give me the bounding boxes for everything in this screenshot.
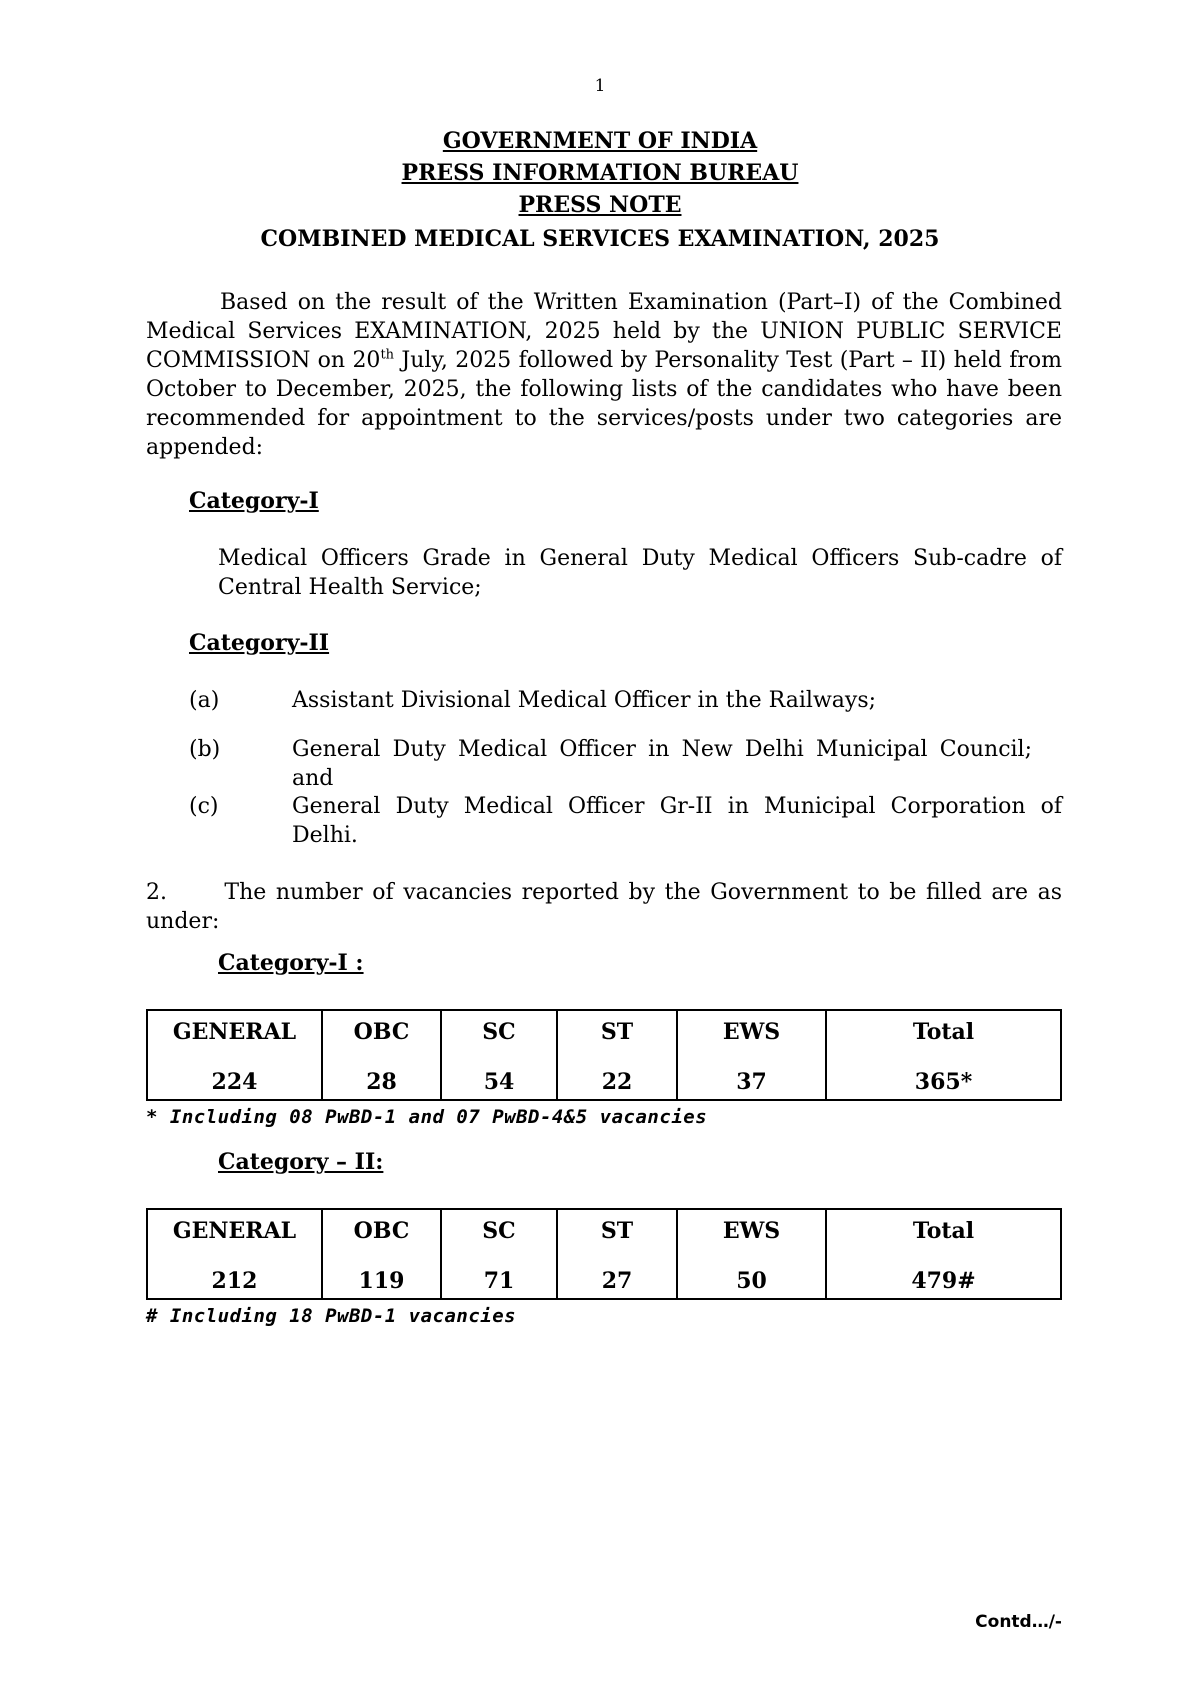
intro-superscript: th [380, 347, 395, 363]
vacancies-category-2-title: Category – II: [218, 1149, 384, 1175]
column-header: SC [482, 1019, 516, 1045]
item-text: Assistant Divisional Medical Officer in the Railways; [292, 688, 877, 713]
vacancy-paragraph: 2. The number of vacancies reported by the Government to be filled are as under: [146, 880, 1062, 934]
cell-value: 28 [366, 1069, 397, 1095]
cell-st [557, 1010, 677, 1100]
cell-ews [677, 1209, 826, 1299]
heading-press-note: PRESS NOTE [518, 192, 682, 218]
column-header: ST [600, 1218, 634, 1244]
cell-sc [441, 1209, 557, 1299]
cell-sc [441, 1010, 557, 1100]
intro-text-part1: Based on the result of the Written Examination (Part–I) of the Combined Medical Services EXAMINATION, 2025 held by the UNION PUBLIC SERVICE COMMISSION on 20 [146, 290, 1062, 373]
item-text: General Duty Medical Officer in New Delhi Municipal Council; and [292, 737, 1032, 791]
continued-marker: Contd…/- [975, 1612, 1062, 1632]
cell-general [147, 1010, 322, 1100]
category-1-description: Medical Officers Grade in General Duty Medical Officers Sub-cadre of Central Health Service; [218, 546, 1062, 600]
item-letter: (c) [189, 794, 219, 819]
category-1-title: Category-I [189, 488, 319, 514]
column-header: OBC [353, 1218, 410, 1244]
heading-press-information-bureau: PRESS INFORMATION BUREAU [401, 160, 799, 186]
column-header: EWS [722, 1019, 781, 1045]
cell-ews [677, 1010, 826, 1100]
column-header: GENERAL [172, 1019, 297, 1045]
category-2-title: Category-II [189, 630, 330, 656]
column-header: Total [912, 1019, 975, 1045]
heading-government-of-india: GOVERNMENT OF INDIA [442, 128, 758, 154]
item-letter: (a) [189, 688, 220, 713]
cell-obc [322, 1209, 441, 1299]
item-text: General Duty Medical Officer Gr-II in Municipal Corporation of Delhi. [292, 794, 1062, 848]
cell-value: 224 [211, 1069, 258, 1095]
cell-general [147, 1209, 322, 1299]
page-number: 1 [594, 76, 606, 96]
cell-value: 479# [911, 1268, 976, 1294]
column-header: GENERAL [172, 1218, 297, 1244]
cell-value: 54 [483, 1069, 515, 1095]
column-header: ST [600, 1019, 634, 1045]
column-header: EWS [722, 1218, 781, 1244]
cell-total [826, 1209, 1061, 1299]
intro-paragraph [146, 288, 1062, 462]
cell-obc [322, 1010, 441, 1100]
vacancies-category-1-table [146, 1009, 1062, 1101]
cell-value: 212 [211, 1268, 258, 1294]
column-header: OBC [353, 1019, 410, 1045]
column-header: SC [482, 1218, 516, 1244]
vacancies-category-1-note: * Including 08 PwBD-1 and 07 PwBD-4&5 vacancies [146, 1106, 708, 1128]
cell-value: 71 [483, 1268, 515, 1294]
cell-total [826, 1010, 1061, 1100]
item-letter: (b) [189, 737, 221, 762]
cell-value: 37 [736, 1069, 767, 1095]
vacancies-category-1-title: Category-I : [218, 950, 364, 976]
vacancies-category-2-table [146, 1208, 1062, 1300]
vacancies-category-2-note: # Including 18 PwBD-1 vacancies [146, 1305, 517, 1327]
cell-value: 50 [736, 1268, 767, 1294]
heading-exam-title: COMBINED MEDICAL SERVICES EXAMINATION, 2025 [260, 226, 940, 252]
cell-value: 27 [601, 1268, 633, 1294]
cell-value: 119 [358, 1268, 405, 1294]
cell-value: 22 [601, 1069, 633, 1095]
intro-text-part2: July, 2025 followed by Personality Test (Part – II) held from October to December, 2025, the following lists of the candidates who have been recommended for appointment to the services/posts under two categories are appended: [146, 348, 1062, 460]
cell-value: 365* [914, 1069, 973, 1095]
cell-st [557, 1209, 677, 1299]
column-header: Total [912, 1218, 975, 1244]
